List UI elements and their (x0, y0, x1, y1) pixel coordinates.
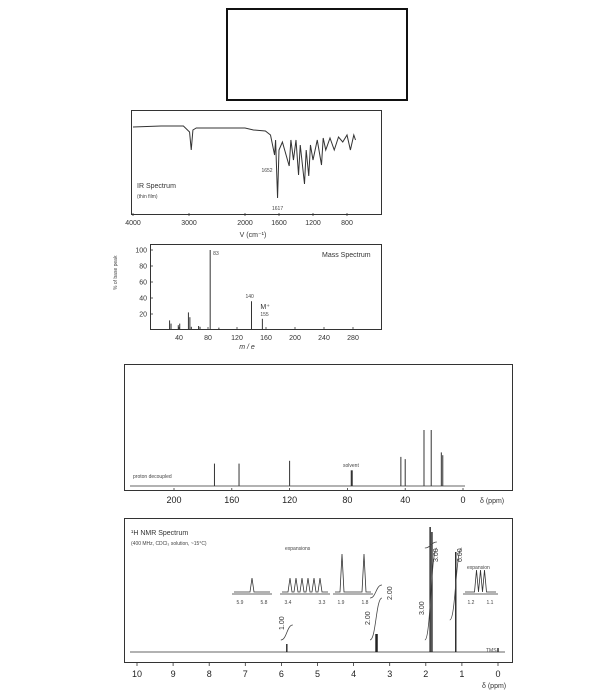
ir-title: IR Spectrum (137, 183, 176, 190)
h1-title: ¹H NMR Spectrum (131, 530, 189, 537)
ms-ytick-label: 100 (135, 247, 147, 255)
h1-tick-label: 2 (423, 669, 429, 679)
expansion-tick-label: 5.9 (236, 600, 244, 606)
ir-tick-label: 1200 (305, 220, 321, 227)
c13-tick-label: 0 (460, 495, 466, 505)
ir-xlabel: V (cm⁻¹) (239, 232, 267, 239)
ms-ytick-label: 20 (139, 311, 147, 319)
c13-solvent-label: solvent (343, 463, 359, 469)
h1-tick-label: 1 (459, 669, 465, 679)
integral-curve (370, 585, 382, 598)
ms-title: Mass Spectrum (322, 252, 371, 259)
c13-tick-label: 200 (166, 495, 182, 505)
c13-xlabel: δ (ppm) (480, 498, 505, 505)
expansion-tick-label: 1.8 (361, 600, 369, 606)
ir-tick-label: 800 (341, 220, 353, 227)
expansion-tick-label: 1.9 (337, 600, 345, 606)
h1-tick-label: 7 (242, 669, 248, 679)
ms-peak-label: M⁺ (260, 303, 270, 311)
ir-subtitle: (thin film) (137, 194, 158, 200)
h1-tick-label: 9 (170, 669, 176, 679)
ms-xtick-label: 40 (175, 335, 183, 342)
ir-tick-label: 4000 (125, 220, 141, 227)
ms-ylabel: % of base peak (113, 255, 119, 290)
expansion-tick-label: 3.3 (318, 600, 326, 606)
ms-peak-label: 140 (245, 294, 254, 301)
integral-label: 3.00 (433, 548, 440, 562)
c13-tick-label: 80 (342, 495, 353, 505)
ir-tick-label: 3000 (181, 220, 197, 227)
ms-xtick-label: 280 (347, 335, 359, 342)
c13-tick-label: 120 (282, 495, 298, 505)
c13-tick-label: 40 (400, 495, 411, 505)
tms-label: TMS (486, 648, 497, 654)
expansion-multiplet (465, 570, 496, 592)
h1-expansion-label: expansion (467, 565, 490, 571)
ir-peak-label: 1617 (271, 206, 284, 212)
expansion-multiplet (282, 578, 328, 592)
h1-xlabel: δ (ppm) (482, 683, 507, 690)
expansion-tick-label: 1.1 (486, 600, 494, 606)
h1-subtitle: (400 MHz, CDCl₃ solution, ~15°C) (131, 541, 207, 547)
h1-tick-label: 0 (495, 669, 501, 679)
h1-tick-label: 5 (314, 669, 321, 679)
ms-xtick-label: 240 (318, 335, 330, 342)
expansion-multiplet (234, 578, 270, 592)
ir-plot (125, 126, 355, 227)
ir-tick-label: 1600 (271, 220, 287, 227)
ms-ytick-label: 60 (139, 279, 147, 287)
ms-xtick-label: 160 (260, 335, 272, 342)
h1-tick-label: 10 (131, 669, 143, 679)
integral-curve (425, 542, 437, 548)
ms-plot (135, 248, 359, 343)
h1-plot (130, 527, 505, 679)
expansion-tick-label: 5.8 (260, 600, 268, 606)
ms-peak-label: 155 (260, 311, 269, 318)
integral-label: 3.00 (419, 601, 426, 615)
h1-tick-label: 6 (278, 669, 284, 679)
ir-peak-label: 1652 (261, 168, 273, 174)
ms-ytick-label: 40 (139, 295, 147, 303)
expansion-multiplet (335, 554, 371, 592)
ms-peak-label: 83 (213, 251, 219, 257)
expansion-tick-label: 3.4 (284, 600, 292, 606)
h1-expansions-label: expansions (285, 546, 311, 552)
ms-xtick-label: 120 (231, 335, 243, 342)
integral-label: 2.00 (387, 586, 394, 600)
h1-tick-label: 8 (206, 669, 212, 679)
integral-label: 6.00 (457, 548, 464, 562)
integral-label: 2.00 (365, 611, 372, 625)
c13-note: proton decoupled (133, 474, 172, 480)
ir-tick-label: 2000 (237, 220, 253, 227)
ms-xtick-label: 80 (204, 335, 212, 342)
h1-tick-label: 4 (351, 669, 357, 679)
h1-tick-label: 3 (387, 669, 393, 679)
ms-xtick-label: 200 (289, 335, 301, 342)
integral-label: 1.00 (279, 616, 286, 630)
expansion-tick-label: 1.2 (467, 600, 475, 606)
c13-tick-label: 160 (224, 495, 240, 505)
c13-plot (130, 430, 466, 505)
ms-ytick-label: 80 (139, 263, 147, 271)
ms-xlabel: m / e (239, 344, 255, 351)
